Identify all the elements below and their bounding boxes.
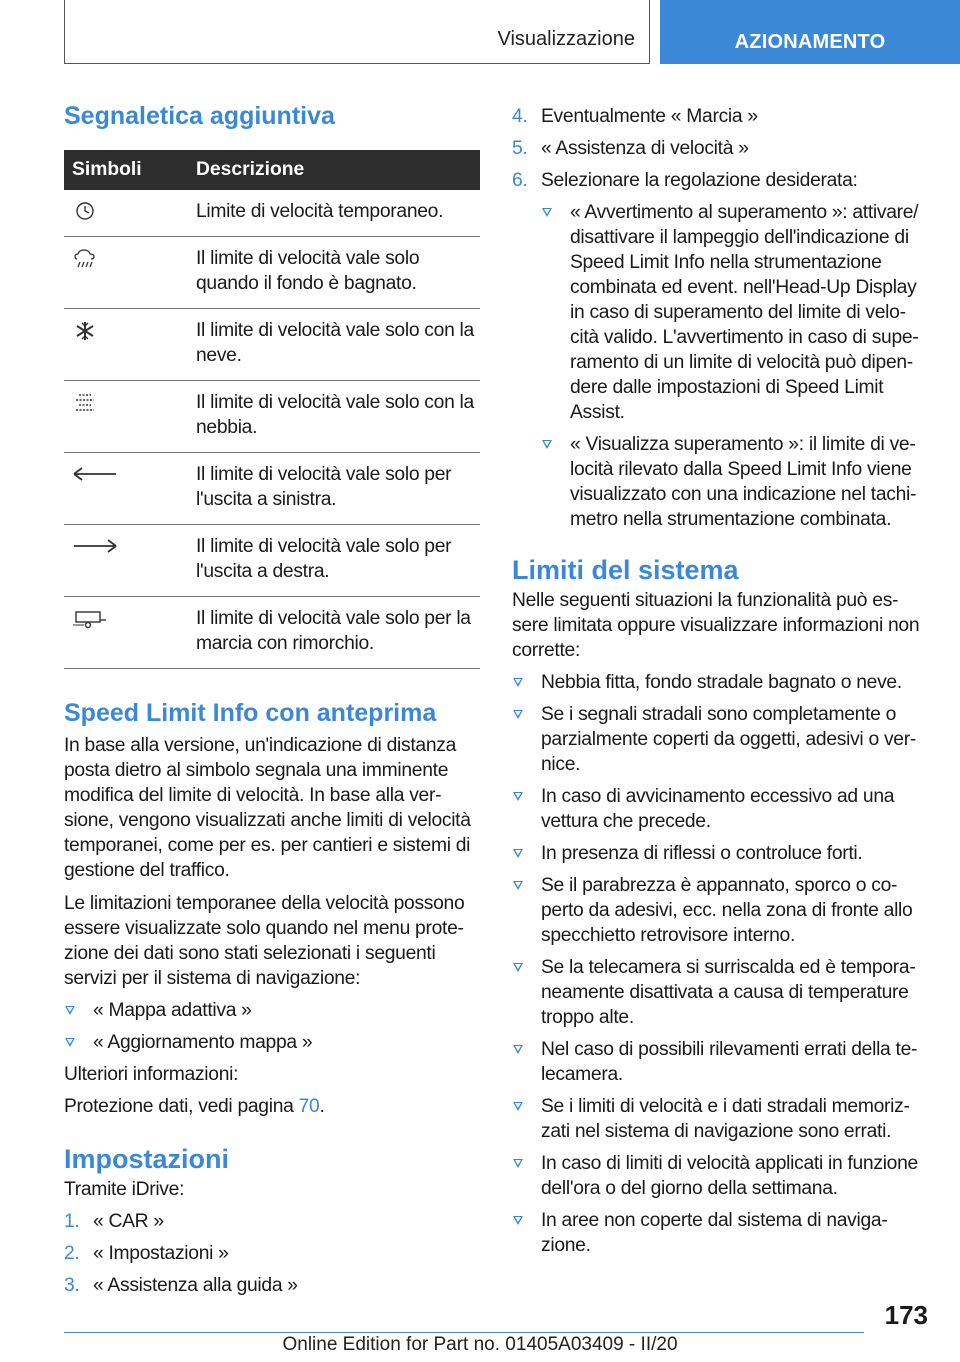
chapter-tab: AZIONAMENTO (660, 0, 960, 64)
table-cell-description: Il limite di velocità vale solo con la neve. (196, 309, 480, 381)
list-item: Se i segnali stradali sono completamente o parzialmente coperti da oggetti, adesivi o ver-nice. (512, 702, 926, 777)
bullet-triangle-icon (513, 678, 523, 687)
table-row (64, 190, 480, 237)
symbols-table (64, 150, 480, 669)
header-section-box (64, 0, 650, 64)
table-row (64, 237, 480, 309)
paragraph-idrive: Tramite iDrive: (64, 1179, 185, 1200)
table-row (64, 453, 480, 525)
table-cell-description: Il limite di velocità vale solo quando il fondo è bagnato. (196, 237, 480, 309)
bullet-triangle-icon (513, 1102, 523, 1111)
list-item: 4. Eventualmente « Marcia » (512, 106, 758, 127)
limits-list (512, 670, 926, 1258)
list-item: « Aggiornamento mappa » (64, 1030, 480, 1055)
left-column (64, 98, 480, 1298)
bullet-triangle-icon (65, 1038, 75, 1047)
bullet-triangle-icon (513, 792, 523, 801)
table-cell-description: Limite di velocità temporaneo. (196, 190, 480, 237)
bullet-triangle-icon (542, 440, 552, 449)
footer-divider (64, 1332, 864, 1333)
list-item: 3. « Assistenza alla guida » (64, 1275, 298, 1296)
table-row (64, 525, 480, 597)
table-row (64, 597, 480, 669)
list-item: Se la telecamera si surriscalda ed è tempora-neamente disattivata a causa di temperature troppo alte. (512, 955, 926, 1030)
list-item: Se il parabrezza è appannato, sporco o co-perto da adesivi, ecc. nella zona di fronte allo specchietto retrovisore interno. (512, 873, 926, 948)
paragraph-version: In base alla versione, un'indicazione di distanza posta dietro al simbolo segnala una imminente modifica del limite di velocità. In base alla ver-sione, vengono visualizzati anche limiti di velocità temporanei, come per es. per cantieri e sistemi di gestione del traffico. (64, 735, 471, 881)
trailer-icon (72, 608, 108, 630)
services-list (64, 998, 480, 1055)
list-item: In caso di avvicinamento eccessivo ad una vettura che precede. (512, 784, 926, 834)
list-item: Se i limiti di velocità e i dati stradali memoriz-zati nel sistema di navigazione sono errati. (512, 1094, 926, 1144)
snowflake-icon (72, 320, 98, 342)
heading-segnaletica: Segnaletica aggiuntiva (64, 102, 335, 130)
arrow-left-icon (72, 464, 118, 484)
list-item: 2. « Impostazioni » (64, 1243, 229, 1264)
table-cell-description: Il limite di velocità vale solo per l'uscita a sinistra. (196, 453, 480, 525)
list-item: 5. « Assistenza di velocità » (512, 138, 749, 159)
footer-edition: Online Edition for Part no. 01405A03409 - II/20 (282, 1334, 678, 1355)
list-item: 1. « CAR » (64, 1211, 164, 1232)
right-column (512, 98, 926, 1258)
bullet-triangle-icon (65, 1006, 75, 1015)
bullet-triangle-icon (513, 849, 523, 858)
heading-speed-limit-info: Speed Limit Info con anteprima (64, 699, 437, 727)
clock-icon (72, 201, 98, 221)
paragraph-limitations: Le limitazioni temporanee della velocità possono essere visualizzate solo quando nel menu prote-zione dei dati sono stati selezionati i seguenti servizi per il sistema di navigazione: (64, 893, 465, 989)
settings-sub-list (541, 200, 926, 532)
bullet-triangle-icon (542, 208, 552, 217)
list-item: Nebbia fitta, fondo stradale bagnato o neve. (512, 670, 926, 695)
rain-cloud-icon (72, 248, 98, 270)
list-item: In presenza di riflessi o controluce forti. (512, 841, 926, 866)
page-number: 173 (884, 1300, 928, 1330)
bullet-triangle-icon (513, 1045, 523, 1054)
list-item: In aree non coperte dal sistema di naviga-zione. (512, 1208, 926, 1258)
list-item: « Visualizza superamento »: il limite di ve-locità rilevato dalla Speed Limit Info viene visualizzato con una indicazione nel tachi-metro nella strumentazione combinata. (541, 432, 926, 532)
page-link-70[interactable]: 70 (298, 1096, 320, 1117)
bullet-triangle-icon (513, 1216, 523, 1225)
paragraph-more-info: Ulteriori informazioni: (64, 1064, 239, 1085)
table-row (64, 309, 480, 381)
bullet-triangle-icon (513, 1159, 523, 1168)
table-header-symbols: Simboli (64, 150, 196, 190)
paragraph-data-protection: Protezione dati, vedi pagina 70. (64, 1096, 325, 1117)
table-row (64, 381, 480, 453)
steps-list-right (512, 104, 926, 193)
bullet-triangle-icon (513, 881, 523, 890)
fog-icon (72, 392, 98, 414)
bullet-triangle-icon (513, 963, 523, 972)
table-cell-description: Il limite di velocità vale solo per l'uscita a destra. (196, 525, 480, 597)
table-header-description: Descrizione (196, 150, 480, 190)
bullet-triangle-icon (513, 710, 523, 719)
steps-list-left (64, 1209, 480, 1298)
table-cell-description: Il limite di velocità vale solo per la marcia con rimorchio. (196, 597, 480, 669)
heading-impostazioni: Impostazioni (64, 1144, 230, 1174)
list-item: 6. Selezionare la regolazione desiderata: (512, 170, 858, 191)
section-title: Visualizzazione (497, 28, 635, 50)
list-item: In caso di limiti di velocità applicati in funzione dell'ora o del giorno della settimana. (512, 1151, 926, 1201)
list-item: « Mappa adattiva » (64, 998, 480, 1023)
paragraph-limits-intro: Nelle seguenti situazioni la funzionalità può es-sere limitata oppure visualizzare informazioni non corrette: (512, 590, 920, 661)
list-item: Nel caso di possibili rilevamenti errati della te-lecamera. (512, 1037, 926, 1087)
heading-limiti-sistema: Limiti del sistema (512, 555, 739, 585)
table-cell-description: Il limite di velocità vale solo con la nebbia. (196, 381, 480, 453)
list-item: « Avvertimento al superamento »: attivare/ disattivare il lampeggio dell'indicazione di Speed Limit Info nella strumentazione combinata ed event. nell'Head-Up Display in caso di superamento del limite di velo-cità valido. L'avvertimento in caso di supe-ramento di un limite di velocità può dipen-dere dalle impostazioni di Speed Limit Assist. (541, 200, 926, 425)
arrow-right-icon (72, 536, 118, 556)
